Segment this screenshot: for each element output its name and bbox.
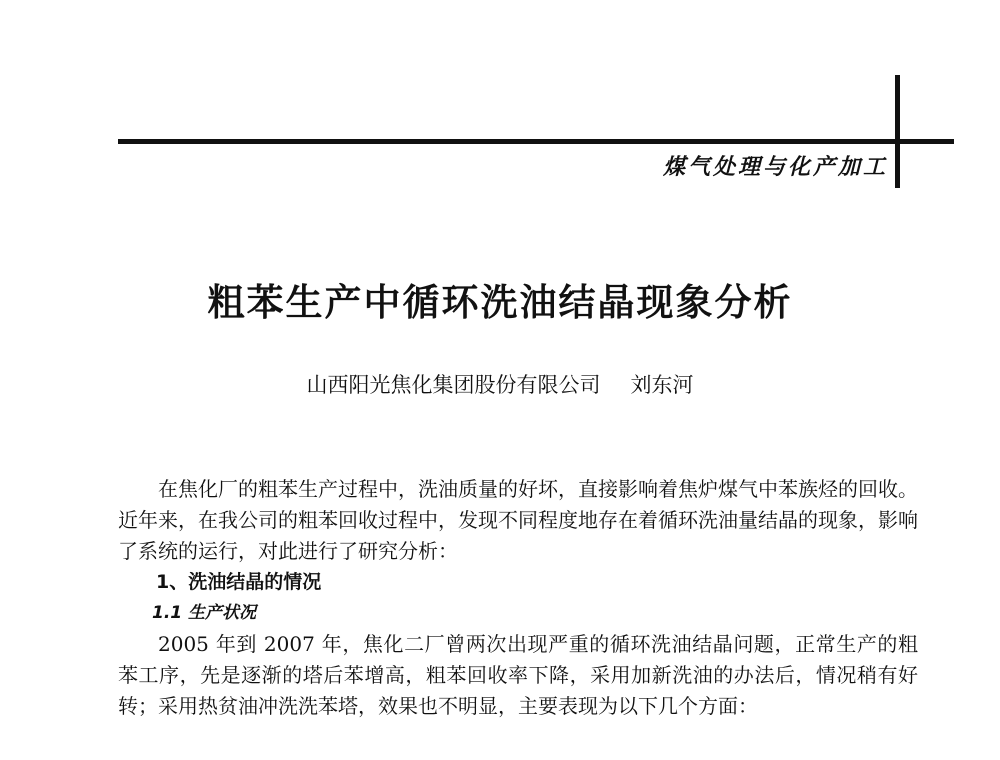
section-heading: 1、洗油结晶的情况: [156, 571, 322, 593]
affiliation: 山西阳光焦化集团股份有限公司: [306, 373, 601, 397]
article-body: [118, 474, 918, 722]
subsection-heading: 1.1 生产状况: [152, 603, 257, 623]
header-rule-horizontal: [118, 139, 954, 144]
byline: [0, 369, 1000, 399]
header-rule-vertical: [895, 75, 900, 188]
article-title: 粗苯生产中循环洗油结晶现象分析: [207, 280, 793, 324]
section-label: 煤气处理与化产加工: [662, 155, 888, 180]
author: 刘东河: [630, 373, 694, 397]
intro-paragraph: 在焦化厂的粗苯生产过程中，洗油质量的好坏，直接影响着焦炉煤气中苯族烃的回收。近年来，在我公司的粗苯回收过程中，发现不同程度地存在着循环洗油量结晶的现象，影响了系统的运行，对此进行了研究分析：: [118, 477, 918, 563]
body-paragraph: 2005 年到 2007 年，焦化二厂曾两次出现严重的循环洗油结晶问题，正常生产的粗苯工序，先是逐渐的塔后苯增高，粗苯回收率下降，采用加新洗油的办法后，情况稍有好转；采用热贫油冲洗洗苯塔，效果也不明显，主要表现为以下几个方面：: [118, 632, 918, 718]
